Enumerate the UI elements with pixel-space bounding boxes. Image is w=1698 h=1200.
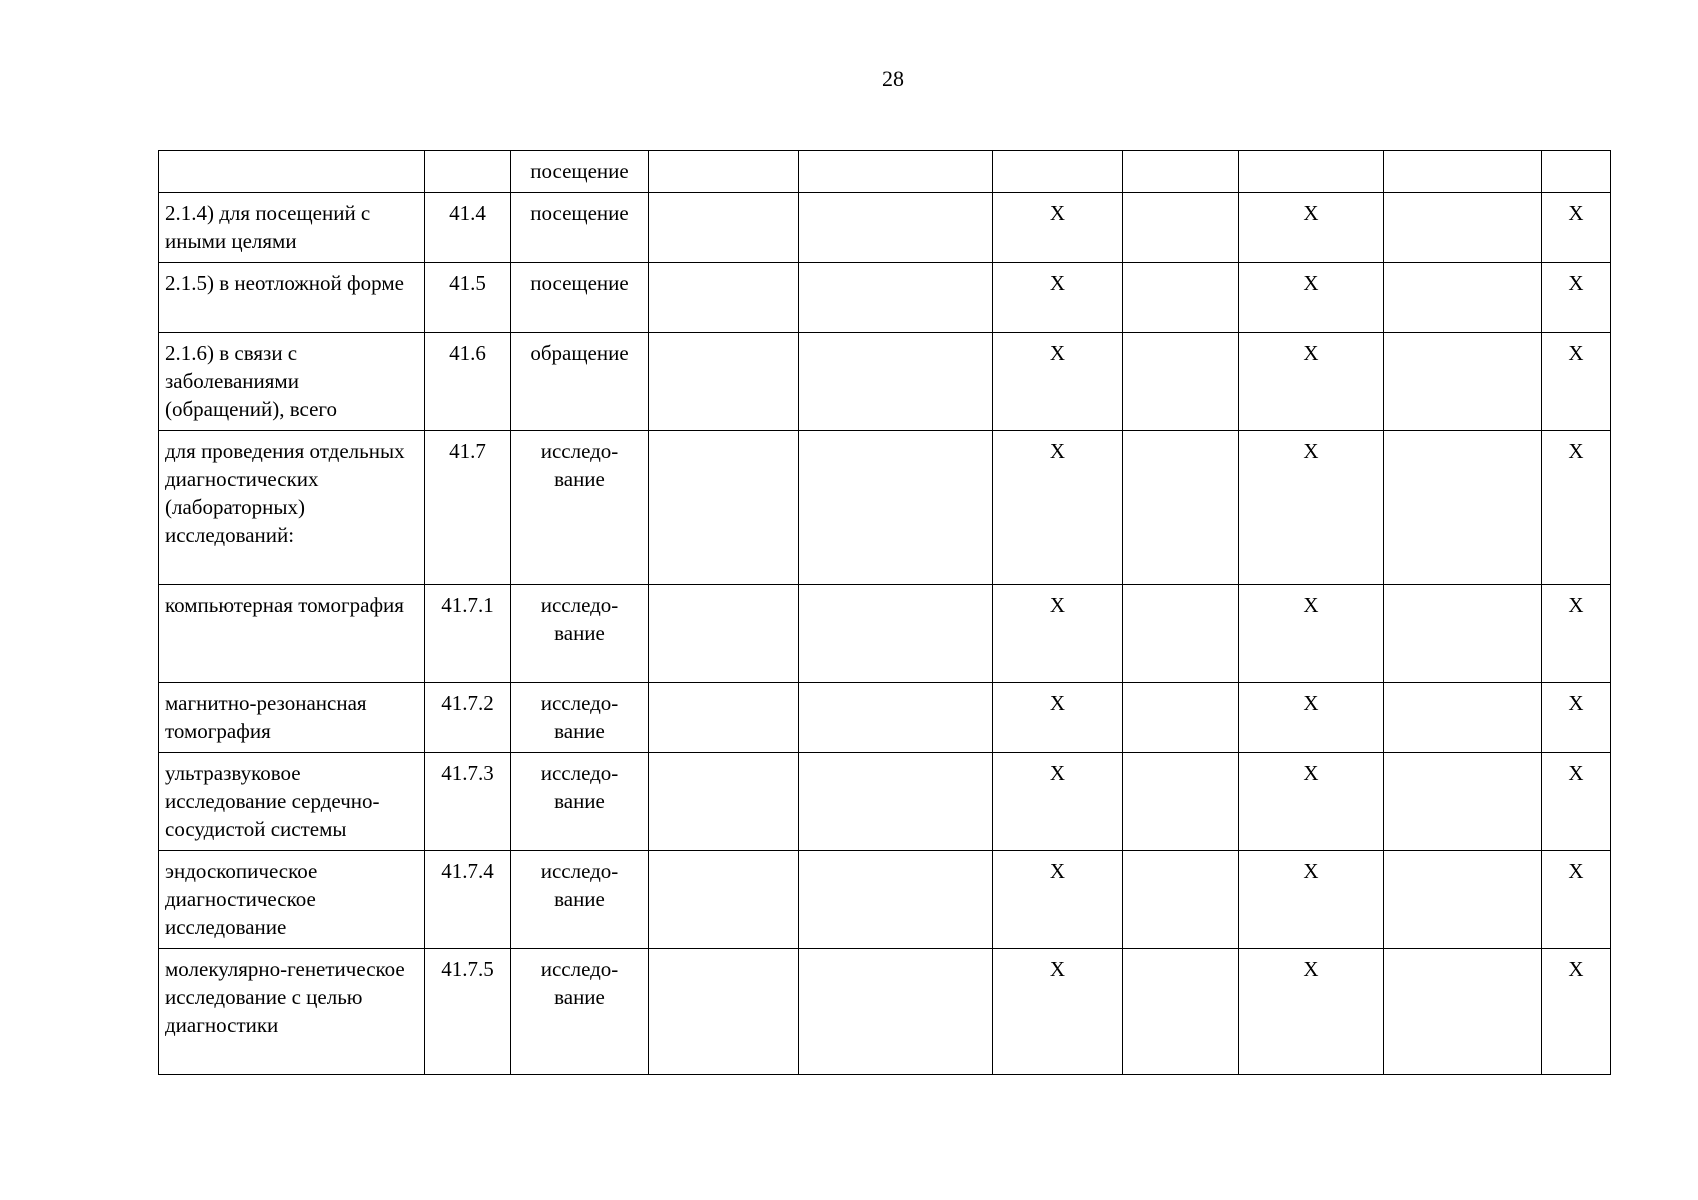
cell-name: молекулярно-генетическое исследование с целью диагностики — [159, 949, 425, 1075]
cell-empty — [799, 333, 993, 431]
cell-code: 41.5 — [425, 263, 511, 333]
cell-code: 41.7 — [425, 431, 511, 585]
cell-empty — [1123, 851, 1239, 949]
cell-empty — [1239, 151, 1384, 193]
cell-mark-x: X — [1239, 949, 1384, 1075]
cell-mark-x: X — [993, 263, 1123, 333]
cell-name: компьютерная томография — [159, 585, 425, 683]
cell-empty — [649, 949, 799, 1075]
cell-empty — [1384, 151, 1542, 193]
cell-name: для проведения отдельных диагностических (лабораторных) исследований: — [159, 431, 425, 585]
cell-empty — [649, 683, 799, 753]
cell-empty — [649, 333, 799, 431]
cell-empty — [799, 431, 993, 585]
cell-mark-x: X — [993, 431, 1123, 585]
cell-unit: исследо-вание — [511, 585, 649, 683]
cell-empty — [1384, 851, 1542, 949]
table-row — [159, 585, 1611, 683]
cell-unit: посещение — [511, 151, 649, 193]
cell-empty — [799, 193, 993, 263]
cell-code: 41.7.1 — [425, 585, 511, 683]
cell-empty — [1384, 193, 1542, 263]
cell-empty — [649, 851, 799, 949]
cell-mark-x: X — [1239, 193, 1384, 263]
cell-mark-x: X — [993, 333, 1123, 431]
cell-unit: обращение — [511, 333, 649, 431]
table-row-continuation — [159, 151, 1611, 193]
cell-mark-x: X — [1542, 585, 1611, 683]
cell-name: эндоскопическое диагностическое исследование — [159, 851, 425, 949]
cell-empty — [1123, 431, 1239, 585]
cell-mark-x: X — [1239, 333, 1384, 431]
cell-empty — [1123, 949, 1239, 1075]
cell-empty — [1384, 949, 1542, 1075]
cell-mark-x: X — [993, 753, 1123, 851]
cell-empty — [1384, 263, 1542, 333]
cell-unit: исследо-вание — [511, 431, 649, 585]
cell-code: 41.7.2 — [425, 683, 511, 753]
cell-name: 2.1.5) в неотложной форме — [159, 263, 425, 333]
cell-code: 41.4 — [425, 193, 511, 263]
cell-unit: исследо-вание — [511, 851, 649, 949]
cell-empty — [993, 151, 1123, 193]
table-body — [159, 151, 1611, 1075]
cell-code: 41.6 — [425, 333, 511, 431]
cell-empty — [1123, 683, 1239, 753]
cell-empty — [1384, 753, 1542, 851]
cell-empty — [649, 585, 799, 683]
cell-unit: исследо-вание — [511, 949, 649, 1075]
cell-unit: посещение — [511, 193, 649, 263]
cell-code: 41.7.3 — [425, 753, 511, 851]
table-row — [159, 683, 1611, 753]
page-number: 28 — [882, 66, 904, 91]
cell-empty — [799, 753, 993, 851]
cell-empty — [799, 683, 993, 753]
table-row — [159, 333, 1611, 431]
cell-name: магнитно-резонансная томография — [159, 683, 425, 753]
cell-empty — [1123, 585, 1239, 683]
indicator-table — [158, 150, 1611, 1075]
cell-empty — [1123, 193, 1239, 263]
table-row — [159, 753, 1611, 851]
cell-mark-x: X — [1542, 333, 1611, 431]
cell-empty — [1542, 151, 1611, 193]
cell-mark-x: X — [1542, 753, 1611, 851]
cell-name — [159, 151, 425, 193]
cell-name: 2.1.6) в связи с заболеваниями (обращений), всего — [159, 333, 425, 431]
cell-empty — [799, 263, 993, 333]
cell-unit: исследо-вание — [511, 753, 649, 851]
cell-mark-x: X — [1239, 431, 1384, 585]
cell-mark-x: X — [1239, 263, 1384, 333]
cell-empty — [1123, 753, 1239, 851]
cell-empty — [1123, 333, 1239, 431]
cell-mark-x: X — [1542, 949, 1611, 1075]
cell-empty — [649, 263, 799, 333]
cell-mark-x: X — [993, 683, 1123, 753]
cell-empty — [799, 851, 993, 949]
cell-mark-x: X — [1542, 851, 1611, 949]
cell-empty — [1384, 333, 1542, 431]
cell-mark-x: X — [1542, 263, 1611, 333]
table-row — [159, 431, 1611, 585]
table-row — [159, 851, 1611, 949]
cell-unit: посещение — [511, 263, 649, 333]
cell-mark-x: X — [993, 193, 1123, 263]
cell-empty — [649, 753, 799, 851]
cell-name: ультразвуковое исследование сердечно-сосудистой системы — [159, 753, 425, 851]
cell-mark-x: X — [1239, 753, 1384, 851]
cell-mark-x: X — [993, 585, 1123, 683]
cell-empty — [1384, 683, 1542, 753]
cell-mark-x: X — [1239, 851, 1384, 949]
cell-empty — [1384, 431, 1542, 585]
cell-code — [425, 151, 511, 193]
table-row — [159, 193, 1611, 263]
cell-empty — [1384, 585, 1542, 683]
cell-mark-x: X — [1542, 431, 1611, 585]
cell-empty — [799, 151, 993, 193]
cell-empty — [649, 151, 799, 193]
cell-mark-x: X — [1542, 193, 1611, 263]
cell-empty — [649, 193, 799, 263]
cell-mark-x: X — [1239, 683, 1384, 753]
cell-empty — [649, 431, 799, 585]
cell-mark-x: X — [993, 949, 1123, 1075]
cell-empty — [1123, 263, 1239, 333]
cell-unit: исследо-вание — [511, 683, 649, 753]
cell-mark-x: X — [1239, 585, 1384, 683]
table-row — [159, 263, 1611, 333]
cell-mark-x: X — [993, 851, 1123, 949]
cell-empty — [799, 585, 993, 683]
cell-code: 41.7.5 — [425, 949, 511, 1075]
table-row — [159, 949, 1611, 1075]
cell-code: 41.7.4 — [425, 851, 511, 949]
cell-mark-x: X — [1542, 683, 1611, 753]
cell-empty — [1123, 151, 1239, 193]
cell-empty — [799, 949, 993, 1075]
cell-name: 2.1.4) для посещений с иными целями — [159, 193, 425, 263]
